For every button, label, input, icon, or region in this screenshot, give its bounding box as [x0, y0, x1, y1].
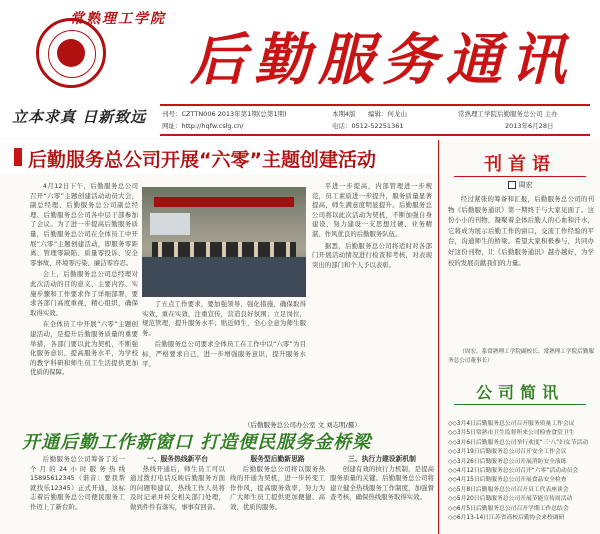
lead-headline-text: 后勤服务总公司开展“六零”主题创建活动: [28, 149, 376, 171]
preface-title-rule: [454, 176, 586, 177]
paragraph: （周宏，系常熟理工学院副校长、常熟理工学院后勤服务总公司董事长）: [448, 349, 594, 364]
meeting-photo: [142, 187, 306, 297]
column-divider: [438, 140, 439, 534]
masthead: [0, 0, 600, 138]
second-article-column-1: [30, 455, 125, 534]
paragraph: 后勤服务总公司要求全体员工在工作中以“六零”为目标，严格要求自己，进一步增强服务意识，提升服务水平。: [142, 340, 306, 368]
paragraph: 据悉，后勤服务总公司将适时对各部门开展活动情况进行检查和考核，对表现突出的部门和个人予以表彰。: [312, 241, 432, 269]
second-article-column-3: [230, 455, 325, 534]
preface-author-name: 周宏: [518, 181, 533, 189]
paragraph: 在全体员工中开展“六零”主题创建活动，是提升后勤服务质量的重要举措，各部门要以此为契机，不断强化服务意识，提高服务水平，为学校的教学科研和师生员工生活提供更加优质的保障。: [30, 320, 138, 377]
brief-item: ◇◇4月15日后勤服务总公司开展食品安全检查: [448, 477, 567, 484]
preface-title: 刊首语: [484, 154, 556, 175]
paragraph: 后勤服务总公司将以服务热线的开通为契机，进一步转变工作作风，提高服务效率，努力为广大师生员工提供更加便捷、高效、优质的服务。: [230, 464, 325, 511]
subheading: 服务型后勤新思路: [250, 455, 305, 463]
preface-body: [448, 194, 594, 344]
host-text: 常熟理工学院后勤服务总公司 主办: [458, 110, 558, 118]
school-name: 常熟理工学院: [70, 11, 166, 27]
brief-item: ◇◇6月13-14日江苏省高校后勤协会来校调研: [448, 515, 565, 522]
paragraph: 热线开通后，师生员工可以通过拨打电话反映后勤服务方面的问题和建议，热线工作人员将及时记录并转交相关部门处理，做到件件有落实，事事有回音。: [130, 464, 225, 511]
second-article-headline: 开通后勤工作新窗口 打造便民服务金桥梁: [22, 432, 372, 453]
brief-item: ◇◇3月4日后勤服务总公司召开服务质量工作会议: [448, 421, 575, 427]
paragraph: 后勤服务总公司筹备了近一个月的24小时服务热线15895612345（谐音：要我帮就找乐12345）正式开通，这标志着后勤服务总公司便民服务工作迈上了新台阶。: [30, 455, 125, 511]
motto: 立本求真 日新致远: [12, 108, 147, 126]
briefs-list: [448, 420, 598, 523]
paragraph: 4月12日下午，后勤服务总公司召开“六零”主题创建活动动员大会，副总经理、后勤服务总公司副总经理、后勤服务总公司各中层干部参加了会议。为了进一步提高后勤服务质量，后勤服务总公司在全体员工中开展“六零”主题创建活动，即服务零距离、管理零缺陷、质量零投诉、安全零事故、环境零污染、廉洁零容忍。: [30, 182, 138, 267]
brief-item: ◇◇3月19日后勤服务总公司召开安全工作会议: [448, 449, 567, 456]
paragraph: 了五点工作要求，要加强领导、强化措施，确保取得实效，重在实效，注重宣传，营造良好氛围；立足岗位，规范管理，提升服务水平；贴近师生，全心全意为师生服务。: [142, 300, 306, 337]
right-column: [440, 140, 600, 534]
briefs-title: 公司简讯: [475, 383, 564, 402]
paragraph: 平进一步提高，内部管理进一步规范，员工素质进一步提升，服务质量显著提高，师生满意度明显提升。后勤服务总公司将以此次活动为契机，不断加强自身建设，努力建设一支思想过硬、业务精湛、作风优良的后勤服务队伍。: [312, 182, 432, 238]
issue-date: 2013年6月28日: [505, 122, 554, 130]
preface-signature: [448, 348, 594, 378]
preface-author: [440, 180, 600, 190]
brief-item: ◇◇4月12日后勤服务总公司召开“六零”活动动员会: [448, 468, 579, 475]
website-text: 网址：http://hqfw.cslg.cn/: [162, 122, 244, 130]
photo-caption: （后勤服务总公司办公室 文 刘志明/摄）: [244, 421, 361, 429]
second-article-column-4: [330, 455, 434, 534]
brief-item: ◇◇3月6日后勤服务总公司举行欢度“三·八”妇女节活动: [448, 439, 589, 446]
brief-item: ◇◇3月5日常熟市卫生监督所来公司检查食堂卫生: [448, 430, 575, 437]
brief-item: ◇◇5月20日后勤服务总公司开展节能宣传周活动: [448, 496, 573, 503]
edition-text: 本期4版: [332, 110, 356, 118]
square-bullet-icon: [508, 181, 516, 189]
brief-item: ◇◇5月8日后勤服务总公司召开员工代表座谈会: [448, 486, 569, 493]
lead-article-column-2: [142, 300, 306, 416]
brief-item: ◇◇6月5日后勤服务总公司召开学期工作总结会: [448, 505, 569, 512]
lead-article-column-3: [312, 182, 432, 418]
second-article-column-2: [130, 455, 225, 534]
lead-article-headline: [0, 140, 438, 174]
subheading: 一、服务热线新平台: [146, 455, 209, 463]
paragraph: 会上，后勤服务总公司总经理对此次活动的目的意义、主要内容、实施步骤和工作要求作了详细部署，要求各部门高度重视，精心组织，确保取得实效。: [30, 270, 138, 317]
paragraph: 创建有效的执行力机制，是提高服务质量的关键。后勤服务总公司将建立健全热线服务工作制度，加强督查考核，确保热线服务取得实效。: [330, 464, 434, 502]
masthead-info-bar: [160, 104, 590, 136]
lead-article-column-1: [30, 182, 138, 420]
headline-marker: [14, 148, 22, 166]
paragraph: 经过紧张的筹备和汇报，后勤服务总公司的刊物《后勤服务通讯》第一期终于与大家见面了。这份小小的刊物，凝聚着全体后勤人的心血和汗水，它将成为展示后勤工作的窗口，交流工作经验的平台，沟通师生的桥梁。希望大家积极参与，共同办好这份刊物，让《后勤服务通讯》越办越好，为学校的发展贡献我们的力量。: [448, 195, 594, 267]
issn-text: 刊号：CZTTN006 2013年第1期(总第1期): [162, 110, 287, 118]
newspaper-title: 后勤服务通讯: [190, 27, 574, 93]
briefs-title-rule: [454, 404, 586, 405]
editor-text: 编辑：何龙山: [368, 110, 407, 118]
school-seal-logo: [36, 18, 106, 88]
subheading: 三、执行力建设新机制: [348, 455, 416, 463]
phone-text: 电话：0512-52251361: [332, 122, 404, 130]
brief-item: ◇◇3月26日后勤服务总公司开展消防安全演练: [448, 458, 567, 465]
